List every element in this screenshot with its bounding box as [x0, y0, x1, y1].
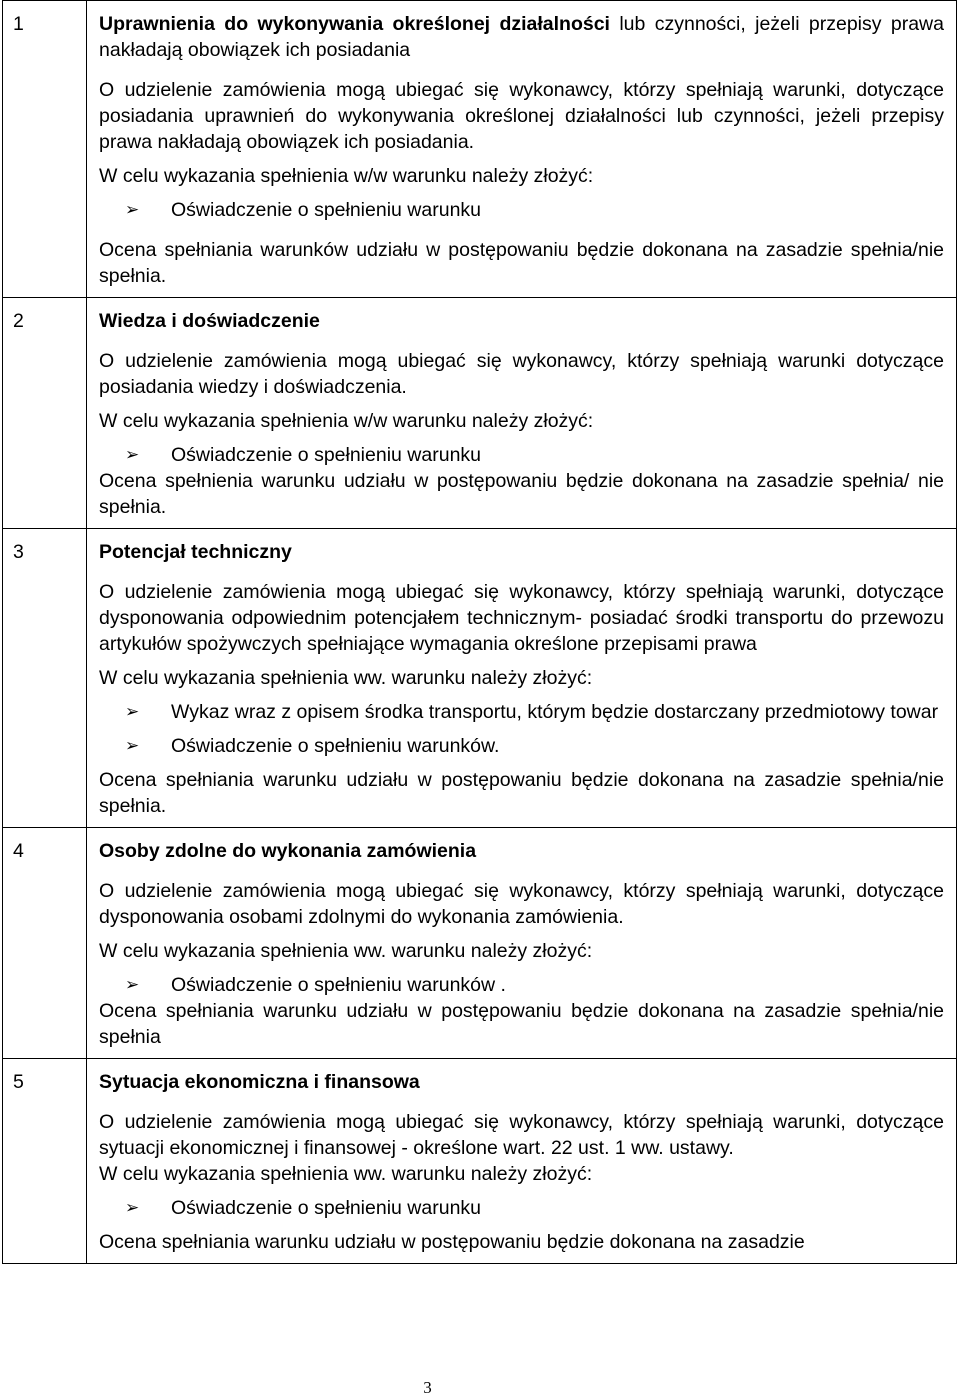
arrow-bullet-icon: ➢ — [125, 736, 140, 755]
arrow-bullet-icon: ➢ — [125, 975, 140, 994]
section-content — [87, 529, 957, 828]
section-description: O udzielenie zamówienia mogą ubiegać się wykonawcy, którzy spełniają warunki dotyczące posiadania wiedzy i doświadczenia. — [99, 350, 944, 398]
section-content — [87, 1059, 957, 1264]
section-content — [87, 1, 957, 298]
table-row — [3, 298, 957, 529]
arrow-bullet-icon: ➢ — [125, 702, 140, 721]
table-row — [3, 828, 957, 1059]
section-description: O udzielenie zamówienia mogą ubiegać się wykonawcy, którzy spełniają warunki, dotyczące sytuacji ekonomicznej i finansowej - określone wart. 22 ust. 1 ww. ustawy. — [99, 1111, 944, 1159]
arrow-bullet-icon: ➢ — [125, 445, 140, 464]
heading-bold: Sytuacja ekonomiczna i finansowa — [99, 1071, 420, 1093]
assessment-text: Ocena spełniania warunku udziału w postępowaniu będzie dokonana na zasadzie — [99, 1231, 805, 1253]
assessment-text: Ocena spełniania warunku udziału w postępowaniu będzie dokonana na zasadzie spełnia/nie spełnia — [99, 1000, 944, 1048]
list-item — [125, 1195, 944, 1221]
bullet-text: Oświadczenie o spełnieniu warunku — [171, 199, 482, 221]
requirement-intro: W celu wykazania spełnienia ww. warunku należy złożyć: — [99, 1163, 593, 1185]
section-content — [87, 298, 957, 529]
bullet-text: Oświadczenie o spełnieniu warunków . — [171, 974, 506, 996]
heading-bold: Potencjał techniczny — [99, 541, 292, 563]
table-row — [3, 529, 957, 828]
row-number: 3 — [3, 529, 87, 828]
requirement-intro: W celu wykazania spełnienia w/w warunku należy złożyć: — [99, 165, 594, 187]
section-description: O udzielenie zamówienia mogą ubiegać się wykonawcy, którzy spełniają warunki, dotyczące dysponowania odpowiednim potencjałem technicznym- posiadać środki transportu do przewozu artykułów spożywczych spełniające wymagania określone przepisami prawa — [99, 581, 944, 655]
list-item — [125, 442, 944, 468]
arrow-bullet-icon: ➢ — [125, 200, 140, 219]
bullet-text: Oświadczenie o spełnieniu warunku — [171, 1197, 482, 1219]
list-item — [125, 699, 944, 725]
section-heading — [99, 1069, 944, 1095]
row-number: 5 — [3, 1059, 87, 1264]
section-description: O udzielenie zamówienia mogą ubiegać się wykonawcy, którzy spełniają warunki, dotyczące posiadania uprawnień do wykonywania określonej działalności lub czynności, jeżeli przepisy prawa nakładają obowiązek ich posiadania. — [99, 79, 944, 153]
list-item — [125, 197, 944, 223]
row-number: 4 — [3, 828, 87, 1059]
heading-bold: Wiedza i doświadczenie — [99, 310, 320, 332]
arrow-bullet-icon: ➢ — [125, 1198, 140, 1217]
section-content — [87, 828, 957, 1059]
section-description: O udzielenie zamówienia mogą ubiegać się wykonawcy, którzy spełniają warunki, dotyczące dysponowania osobami zdolnymi do wykonania zamówienia. — [99, 880, 944, 928]
section-heading — [99, 11, 944, 63]
heading-bold: Uprawnienia do wykonywania określonej działalności — [99, 13, 610, 35]
section-heading — [99, 308, 944, 334]
section-heading — [99, 838, 944, 864]
bullet-text: Wykaz wraz z opisem środka transportu, którym będzie dostarczany przedmiotowy towar — [171, 701, 939, 723]
bullet-text: Oświadczenie o spełnieniu warunku — [171, 444, 482, 466]
section-heading — [99, 539, 944, 565]
list-item — [125, 733, 944, 759]
page-number: 3 — [423, 1378, 432, 1397]
requirement-intro: W celu wykazania spełnienia ww. warunku należy złożyć: — [99, 940, 593, 962]
row-number: 2 — [3, 298, 87, 529]
table-row — [3, 1, 957, 298]
requirements-table — [2, 0, 957, 1264]
requirement-intro: W celu wykazania spełnienia w/w warunku należy złożyć: — [99, 410, 594, 432]
row-number: 1 — [3, 1, 87, 298]
assessment-text: Ocena spełniania warunku udziału w postępowaniu będzie dokonana na zasadzie spełnia/nie spełnia. — [99, 769, 944, 817]
bullet-text: Oświadczenie o spełnieniu warunków. — [171, 735, 500, 757]
table-row — [3, 1059, 957, 1264]
assessment-text: Ocena spełniania warunków udziału w postępowaniu będzie dokonana na zasadzie spełnia/nie spełnia. — [99, 239, 944, 287]
list-item — [125, 972, 944, 998]
heading-rest: lub czynności, jeżeli przepisy prawa nakładają obowiązek ich posiadania — [99, 13, 944, 61]
heading-bold: Osoby zdolne do wykonania zamówienia — [99, 840, 477, 862]
requirement-intro: W celu wykazania spełnienia ww. warunku należy złożyć: — [99, 667, 593, 689]
assessment-text: Ocena spełnienia warunku udziału w postępowaniu będzie dokonana na zasadzie spełnia/ nie spełnia. — [99, 470, 944, 518]
